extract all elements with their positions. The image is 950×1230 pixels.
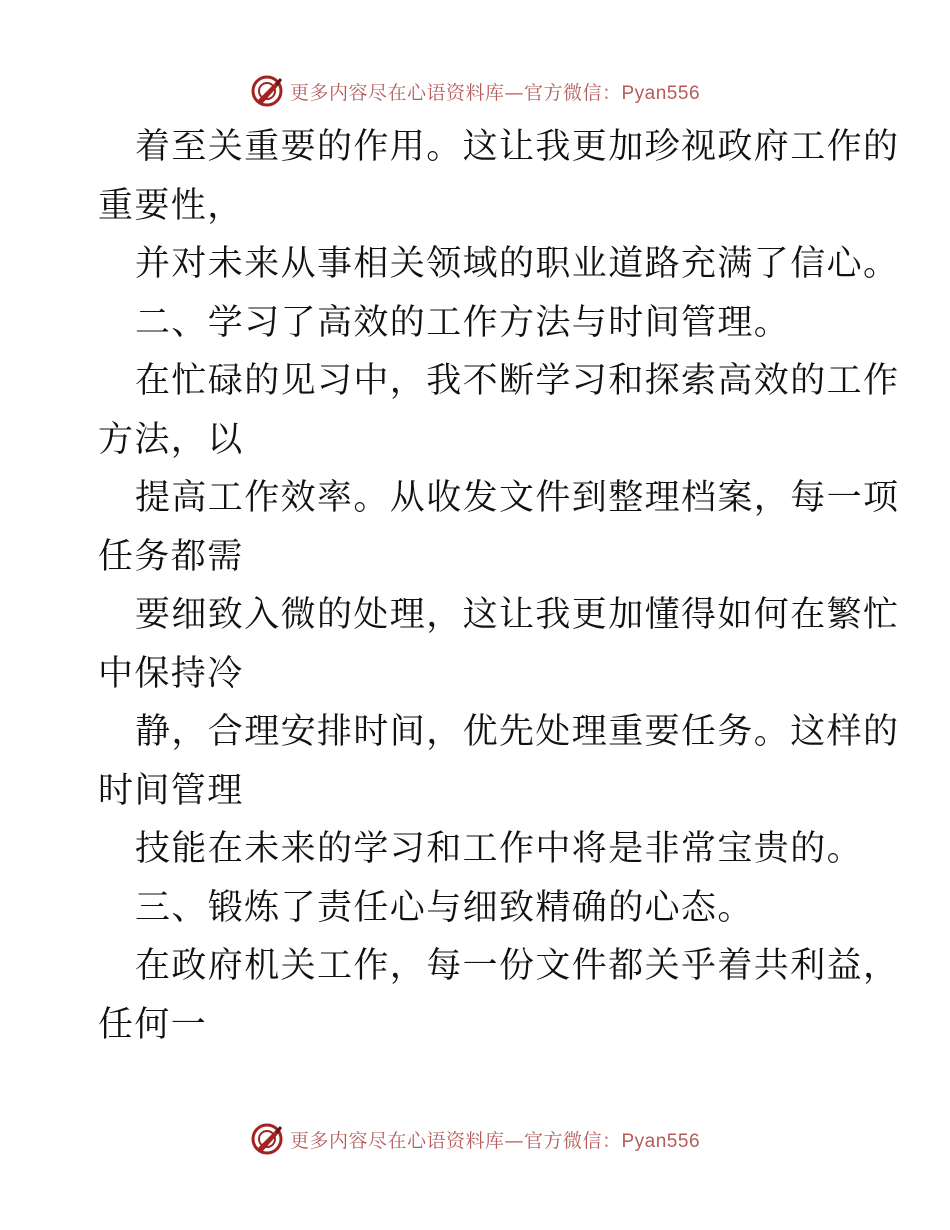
pen-logo-icon [250, 74, 284, 108]
paragraph-line: 着至关重要的作用。这让我更加珍视政府工作的 [135, 127, 900, 167]
paragraph-line: 在政府机关工作，每一份文件都关乎着共利益， [135, 946, 900, 986]
paragraph-line: 要细致入微的处理，这让我更加懂得如何在繁忙 [135, 595, 900, 635]
paragraph-line: 技能在未来的学习和工作中将是非常宝贵的。 [135, 829, 864, 869]
pen-logo-icon [250, 1122, 284, 1156]
paragraph-line: 并对未来从事相关领域的职业道路充满了信心。 [135, 244, 900, 284]
footer-banner-text: 更多内容尽在心语资料库—官方微信：Pyan556 [289, 1129, 701, 1152]
header-banner-text: 更多内容尽在心语资料库—官方微信：Pyan556 [289, 81, 701, 104]
paragraph-line: 方法，以 [98, 419, 244, 460]
footer-banner [0, 1119, 950, 1159]
paragraph-line: 时间管理 [98, 770, 244, 811]
header-banner [0, 71, 950, 111]
paragraph-line: 中保持冷 [98, 653, 244, 694]
paragraph-line: 提高工作效率。从收发文件到整理档案，每一项 [135, 478, 900, 518]
section-heading: 二、学习了高效的工作方法与时间管理。 [135, 302, 791, 343]
section-heading: 三、锻炼了责任心与细致精确的心态。 [135, 887, 754, 928]
paragraph-line: 重要性， [98, 185, 244, 226]
document-body [98, 118, 900, 1054]
paragraph-line: 在忙碌的见习中，我不断学习和探索高效的工作 [135, 361, 900, 401]
footer-wechat-id: Pyan556 [621, 1130, 701, 1152]
paragraph-line: 任何一 [98, 1004, 208, 1045]
paragraph-line: 静，合理安排时间，优先处理重要任务。这样的 [135, 712, 900, 752]
paragraph-line: 任务都需 [98, 536, 244, 577]
header-wechat-id: Pyan556 [621, 82, 701, 104]
